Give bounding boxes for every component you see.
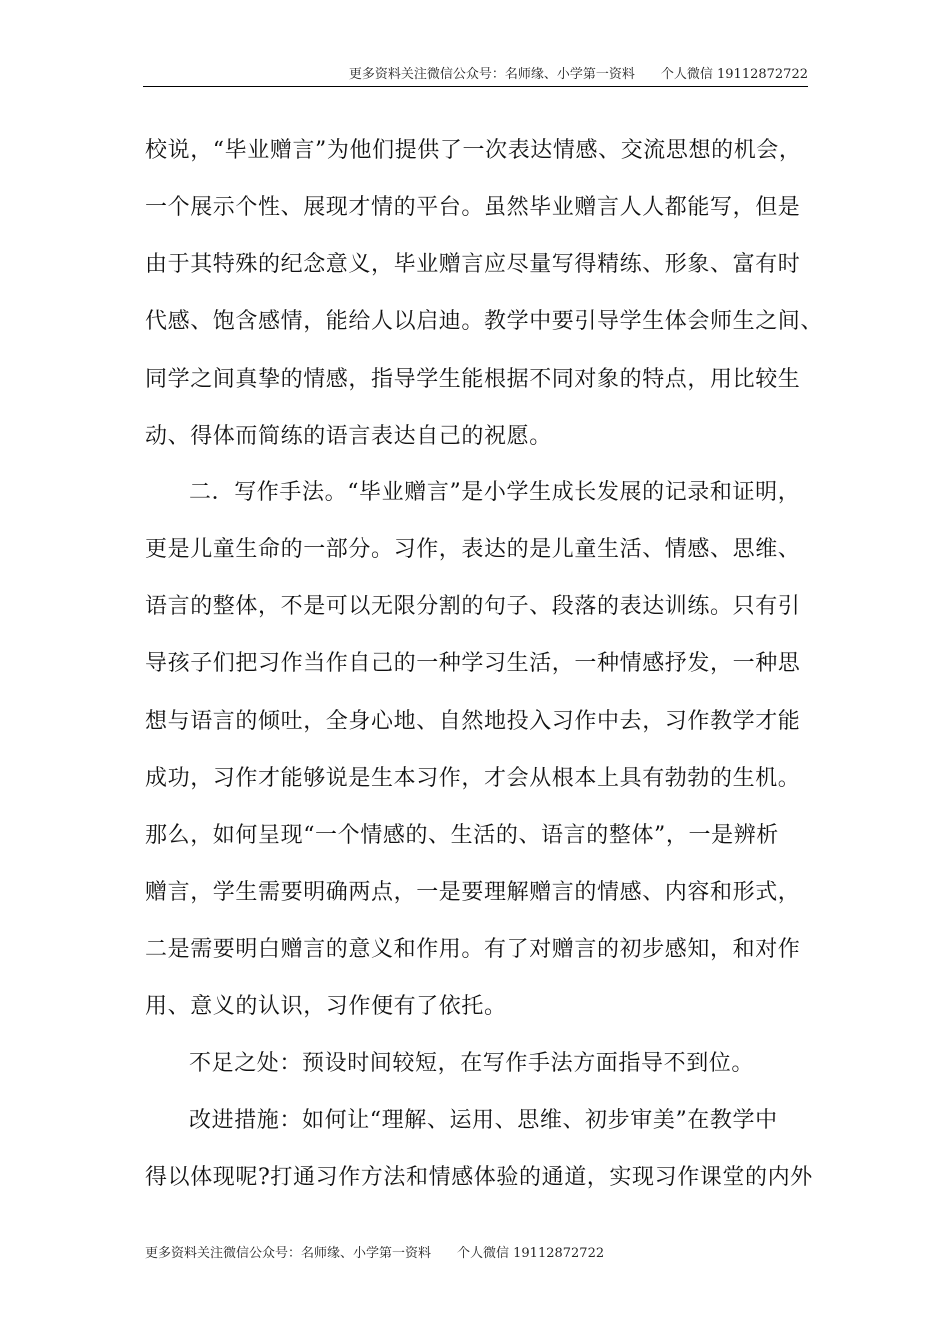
body-line: 动、得体而简练的语言表达自己的祝愿。 xyxy=(145,424,552,449)
header-text: 更多资料关注微信公众号：名师缘、小学第一资料 个人微信 19112872722 xyxy=(348,67,808,82)
body-line: 成功，习作才能够说是生本习作，才会从根本上具有勃勃的生机。 xyxy=(145,766,801,791)
body-line: 代感、饱含感情，能给人以启迪。教学中要引导学生体会师生之间、 xyxy=(145,309,824,334)
body-line: 导孩子们把习作当作自己的一种学习生活，一种情感抒发，一种思 xyxy=(145,651,801,676)
body-line: 同学之间真挚的情感，指导学生能根据不同对象的特点，用比较生 xyxy=(145,367,801,392)
body-line: 校说，“毕业赠言”为他们提供了一次表达情感、交流思想的机会， xyxy=(145,138,802,163)
body-line: 一个展示个性、展现才情的平台。虽然毕业赠言人人都能写，但是 xyxy=(145,195,801,220)
body-line: 由于其特殊的纪念意义，毕业赠言应尽量写得精练、形象、富有时 xyxy=(145,252,801,277)
body-line: 二是需要明白赠言的意义和作用。有了对赠言的初步感知，和对作 xyxy=(145,937,801,962)
body-line: 想与语言的倾吐，全身心地、自然地投入习作中去，习作教学才能 xyxy=(145,709,801,734)
body-line: 得以体现呢?打通习作方法和情感体验的通道，实现习作课堂的内外 xyxy=(145,1165,813,1190)
body-line: 赠言，学生需要明确两点，一是要理解赠言的情感、内容和形式， xyxy=(145,880,801,905)
footer-text: 更多资料关注微信公众号：名师缘、小学第一资料 个人微信 19112872722 xyxy=(145,1246,605,1261)
body-line: 不足之处：预设时间较短，在写作手法方面指导不到位。 xyxy=(189,1051,755,1076)
body-line: 改进措施：如何让“理解、运用、思维、初步审美”在教学中 xyxy=(189,1108,778,1133)
body-line: 更是儿童生命的一部分。习作，表达的是儿童生活、情感、思维、 xyxy=(145,537,801,562)
body-line: 用、意义的认识，习作便有了依托。 xyxy=(145,994,507,1019)
body-line: 二．写作手法。“毕业赠言”是小学生成长发展的记录和证明， xyxy=(189,480,801,505)
body-line: 那么，如何呈现“一个情感的、生活的、语言的整体”，一是辨析 xyxy=(145,823,779,848)
body-line: 语言的整体，不是可以无限分割的句子、段落的表达训练。只有引 xyxy=(145,594,801,619)
